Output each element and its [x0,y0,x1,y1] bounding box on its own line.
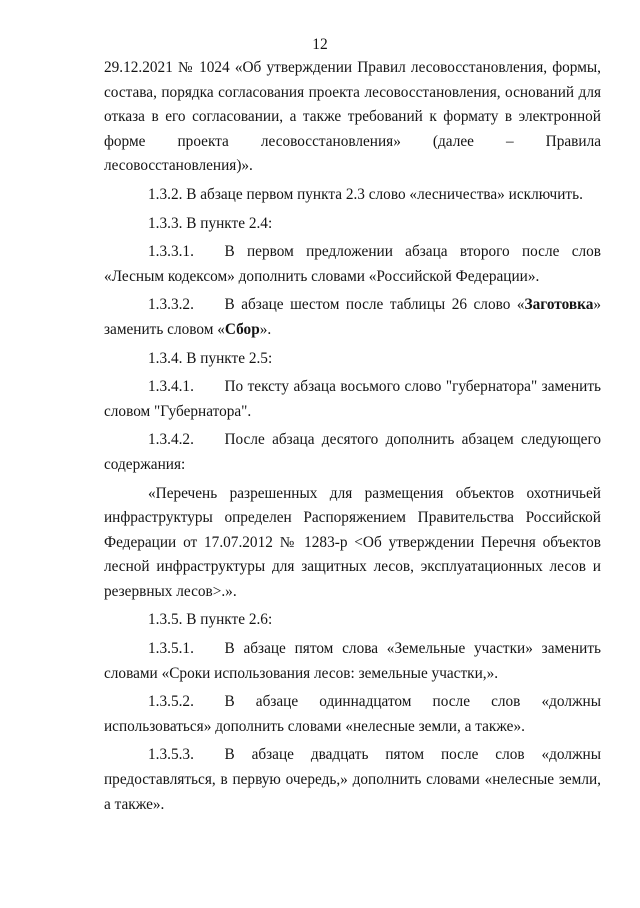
paragraph-1-3-3-1: 1.3.3.1. В первом предложении абзаца второго после слов «Лесным кодексом» дополнить словами «Российской Федерации». [104,243,601,285]
text-segment: 1.3.3.2. В абзаце шестом после таблицы 26 слово « [148,296,525,314]
paragraph-1-3-5-3: 1.3.5.3. В абзаце двадцать пятом после слов «должны предоставляться, в первую очередь,» дополнить словами «нелесные земли, а также». [104,746,601,813]
bold-word-zagotovka: Заготовка [524,296,594,314]
paragraph-quote: «Перечень разрешенных для размещения объектов охотничьей инфраструктуры определен Распоряжением Правительства Российской Федерации от 17.07.2012 № 1283-р <Об утверждении Перечня объектов лесной инфраструктуры для защитных лесов, эксплуатационных лесов и резервных лесов>.». [104,484,601,600]
paragraph-1-3-4-1: 1.3.4.1. По тексту абзаца восьмого слово "губернатора" заменить словом "Губернатора". [104,378,601,420]
bold-word-sbor: Сбор [224,320,260,338]
text-segment: ». [259,320,272,338]
paragraph-1-3-4-2: 1.3.4.2. После абзаца десятого дополнить абзацем следующего содержания: [104,431,601,473]
paragraph-1-3-5-1: 1.3.5.1. В абзаце пятом слова «Земельные участки» заменить словами «Сроки использования лесов: земельные участки,». [104,640,601,682]
paragraph-1-3-2: 1.3.2. В абзаце первом пункта 2.3 слово «лесничества» исключить. [148,185,583,203]
paragraph-1-3-5: 1.3.5. В пункте 2.6: [148,611,273,629]
paragraph-1-3-3-2 [104,293,601,342]
paragraph-intro: 29.12.2021 № 1024 «Об утверждении Правил лесовосстановления, формы, состава, порядка согласования проекта лесовосстановления, оснований для отказа в его согласовании, а также требований к формату в электронной форме проекта лесовосстановления» (далее – Правила лесовосстановления)». [104,59,601,175]
document-body [104,56,601,821]
paragraph-1-3-5-2: 1.3.5.2. В абзаце одиннадцатом после слов «должны использоваться» дополнить словами «нелесные земли, а также». [104,693,601,735]
text-segment: » заменить словом « [104,296,601,338]
page-number: 12 [312,36,328,53]
paragraph-1-3-3: 1.3.3. В пункте 2.4: [148,214,273,232]
paragraph-1-3-4: 1.3.4. В пункте 2.5: [148,349,273,367]
